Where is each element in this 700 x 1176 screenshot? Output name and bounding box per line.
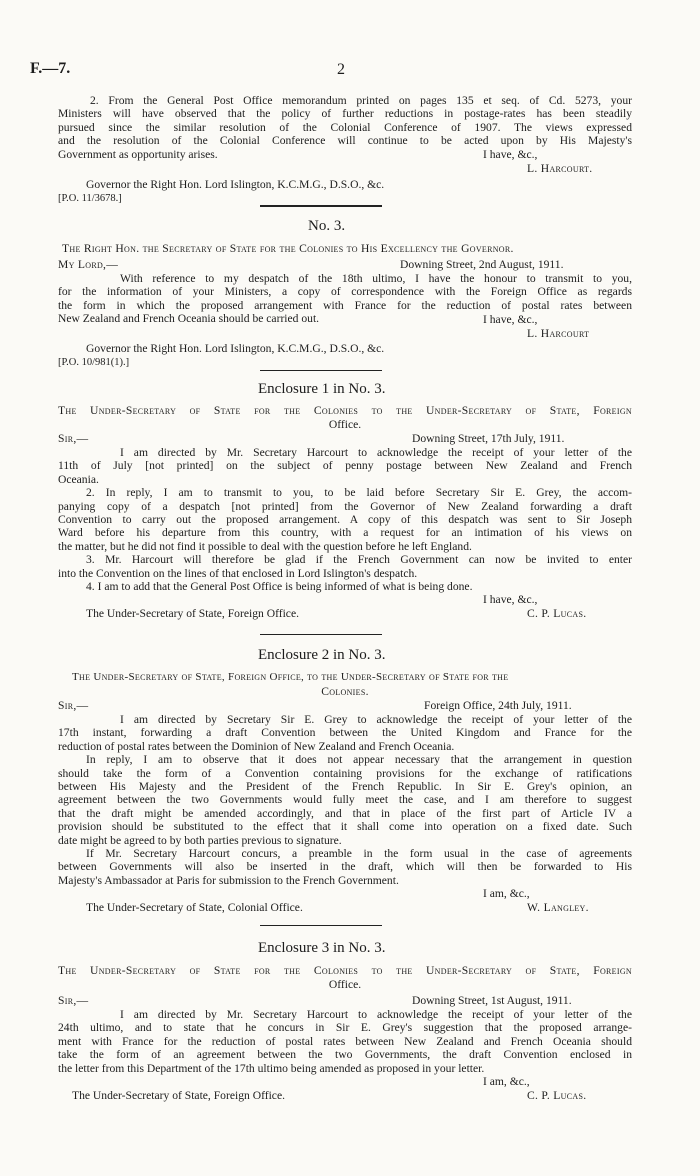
- text-line: New Zealand and French Oceania should be carried out.: [58, 312, 320, 326]
- text-line: ment with France for the reduction of postal rates between New Zealand and French Oceania should: [58, 1034, 632, 1048]
- addressee: The Under-Secretary of State, Colonial Office.: [86, 901, 303, 914]
- body-paragraph: [58, 272, 632, 326]
- text-line: take the form of an agreement between the two Governments, the draft Convention enclosed in: [58, 1048, 632, 1062]
- from-to-line: The Under-Secretary of State, Foreign Office, to the Under-Secretary of State for the: [72, 671, 509, 683]
- text-line: 2. From the General Post Office memorandum printed on pages 135 et seq. of Cd. 5273, your: [90, 94, 632, 107]
- text-line: 3. Mr. Harcourt will therefore be glad if the French Government can now be invited to enter: [86, 553, 632, 567]
- text-line: 24th ultimo, and to state that he concurs in Sir E. Grey's suggestion that the proposed arrange-: [58, 1021, 632, 1035]
- text-line: between His Majesty and the President of the French Republic. In Sir E. Grey's opinion, an: [58, 779, 632, 793]
- text-line: agreement between the two Governments would fully meet the case, and I am therefore to suggest: [58, 793, 632, 807]
- section-title: No. 3.: [308, 218, 346, 234]
- section-divider: [260, 205, 382, 207]
- signature-name: W. Langley.: [527, 901, 589, 914]
- salutation: Sir,—: [58, 699, 89, 712]
- text-line: Ministers will have observed that the policy of further reductions in postage-rates has been steadily: [58, 107, 632, 121]
- closing: I am, &c.,: [483, 1075, 530, 1088]
- from-to-line: [62, 242, 514, 255]
- text-line: 11th of July [not printed] on the subject of penny postage between New Zealand and French: [58, 459, 632, 473]
- text-line: If Mr. Secretary Harcourt concurs, a preamble in the form usual in the case of agreements: [86, 846, 632, 860]
- signature-name: L. Harcourt.: [527, 162, 593, 175]
- from-to-line-cont: Office.: [328, 418, 362, 431]
- from-to-line-cont: Colonies.: [321, 685, 369, 698]
- place-date: Downing Street, 17th July, 1911.: [412, 432, 565, 445]
- text-line: and the resolution of the Colonial Conference will continue to be acted upon by His Majesty's: [58, 134, 632, 148]
- text-line: 17th instant, forwarding a draft Convention between the United Kingdom and France for the: [58, 726, 632, 740]
- reference-number: [P.O. 11/3678.]: [58, 193, 122, 204]
- text-line: I am directed by Mr. Secretary Harcourt to acknowledge the receipt of your letter of the: [120, 1008, 632, 1021]
- addressee: The Under-Secretary of State, Foreign Office.: [72, 1089, 285, 1102]
- text-line: Oceania.: [58, 472, 99, 486]
- from-to-line: [58, 964, 632, 977]
- closing: I have, &c.,: [483, 313, 538, 326]
- text-line: provision should be substituted to the effect that it shall come into operation on a fixed date. Such: [58, 820, 632, 834]
- section-title: Enclosure 1 in No. 3.: [258, 381, 386, 397]
- body-paragraph: [58, 1008, 632, 1075]
- from-to-line: [58, 404, 632, 417]
- closing: I have, &c.,: [483, 593, 538, 606]
- addressee: Governor the Right Hon. Lord Islington, K.C.M.G., D.S.O., &c.: [86, 342, 385, 355]
- text-line: With reference to my despatch of the 18th ultimo, I have the honour to transmit to you,: [120, 272, 632, 285]
- closing: I have, &c.,: [483, 148, 538, 161]
- text-line: The Under-Secretary of State for the Colonies to the Under-Secretary of State, Foreign: [58, 404, 632, 417]
- section-divider: [260, 925, 382, 926]
- salutation: Sir,—: [58, 994, 89, 1007]
- text-line: I am directed by Mr. Secretary Harcourt to acknowledge the receipt of your letter of the: [120, 446, 632, 459]
- text-line: 4. I am to add that the General Post Office is being informed of what is being done.: [86, 579, 473, 593]
- salutation: Sir,—: [58, 432, 89, 445]
- addressee: Governor the Right Hon. Lord Islington, K.C.M.G., D.S.O., &c.: [86, 178, 385, 191]
- text-line: that the draft might be amended accordingly, and that in place of the first part of Article IV a: [58, 806, 632, 820]
- document-reference: F.—7.: [30, 60, 71, 77]
- section-divider: [260, 634, 382, 635]
- closing: I am, &c.,: [483, 887, 530, 900]
- text-line: the form in which the proposed arrangement with France for the reduction of postal rates between: [58, 298, 632, 312]
- text-line: between Governments will also be inserted in the draft, which will then be forwarded to His: [58, 860, 632, 874]
- signature-name: C. P. Lucas.: [527, 1089, 587, 1102]
- text-line: the letter from this Department of the 17th ultimo being amended as proposed in your letter.: [58, 1061, 485, 1075]
- page-number: 2: [337, 61, 345, 78]
- text-line: In reply, I am to observe that it does not appear necessary that the arrangement in question: [86, 753, 632, 767]
- text-line: pursued since the similar resolution of the Colonial Conference of 1907. The views expressed: [58, 120, 632, 134]
- body-paragraph: [58, 713, 632, 887]
- text-line: reduction of postal rates between the Dominion of New Zealand and French Oceania.: [58, 739, 455, 753]
- body-paragraph: [58, 446, 632, 593]
- text-line: panying copy of a despatch [not printed] from the Governor of New Zealand forwarding a draft: [58, 499, 632, 513]
- text-line: Government as opportunity arises.: [58, 147, 218, 161]
- signature-name: C. P. Lucas.: [527, 607, 587, 620]
- signature-name: L. Harcourt: [527, 327, 590, 340]
- place-date: Downing Street, 1st August, 1911.: [412, 994, 572, 1007]
- section-divider: [260, 370, 382, 371]
- text-line: Convention to carry out the proposed arrangement. A copy of this despatch was sent to Sir Joseph: [58, 512, 632, 526]
- text-line: I am directed by Secretary Sir E. Grey to acknowledge the receipt of your letter of the: [120, 713, 632, 726]
- addressee: The Under-Secretary of State, Foreign Office.: [86, 607, 299, 620]
- text-line: date might be agreed to by both parties previous to signature.: [58, 833, 342, 847]
- section-title: Enclosure 3 in No. 3.: [258, 940, 386, 956]
- text-line: Majesty's Ambassador at Paris for submission to the French Government.: [58, 873, 399, 887]
- text-line: for the information of your Ministers, a copy of correspondence with the Foreign Office as regards: [58, 285, 632, 299]
- from-to-line-cont: Office.: [328, 978, 362, 991]
- reference-number: [P.O. 10/981(1).]: [58, 357, 130, 368]
- text-line: into the Convention on the lines of that enclosed in Lord Islington's despatch.: [58, 566, 418, 580]
- text-line: 2. In reply, I am to transmit to you, to be laid before Secretary Sir E. Grey, the accom-: [86, 486, 632, 500]
- text-line: should take the form of a Convention containing provisions for the exchange of ratifications: [58, 766, 632, 780]
- text-line: The Under-Secretary of State for the Colonies to the Under-Secretary of State, Foreign: [58, 964, 632, 977]
- place-date: Downing Street, 2nd August, 1911.: [400, 258, 564, 271]
- intro-paragraph: [58, 94, 632, 161]
- text-line: Ward before his departure from this country, with a request for an intimation of his views on: [58, 526, 632, 540]
- place-date: Foreign Office, 24th July, 1911.: [424, 699, 572, 712]
- section-title: Enclosure 2 in No. 3.: [258, 647, 386, 663]
- from-to-text: The Right Hon. the Secretary of State for the Colonies to His Excellency the Governor.: [62, 242, 514, 255]
- salutation: My Lord,—: [58, 258, 119, 271]
- text-line: the matter, but he did not find it possible to deal with the question before he left England.: [58, 539, 472, 553]
